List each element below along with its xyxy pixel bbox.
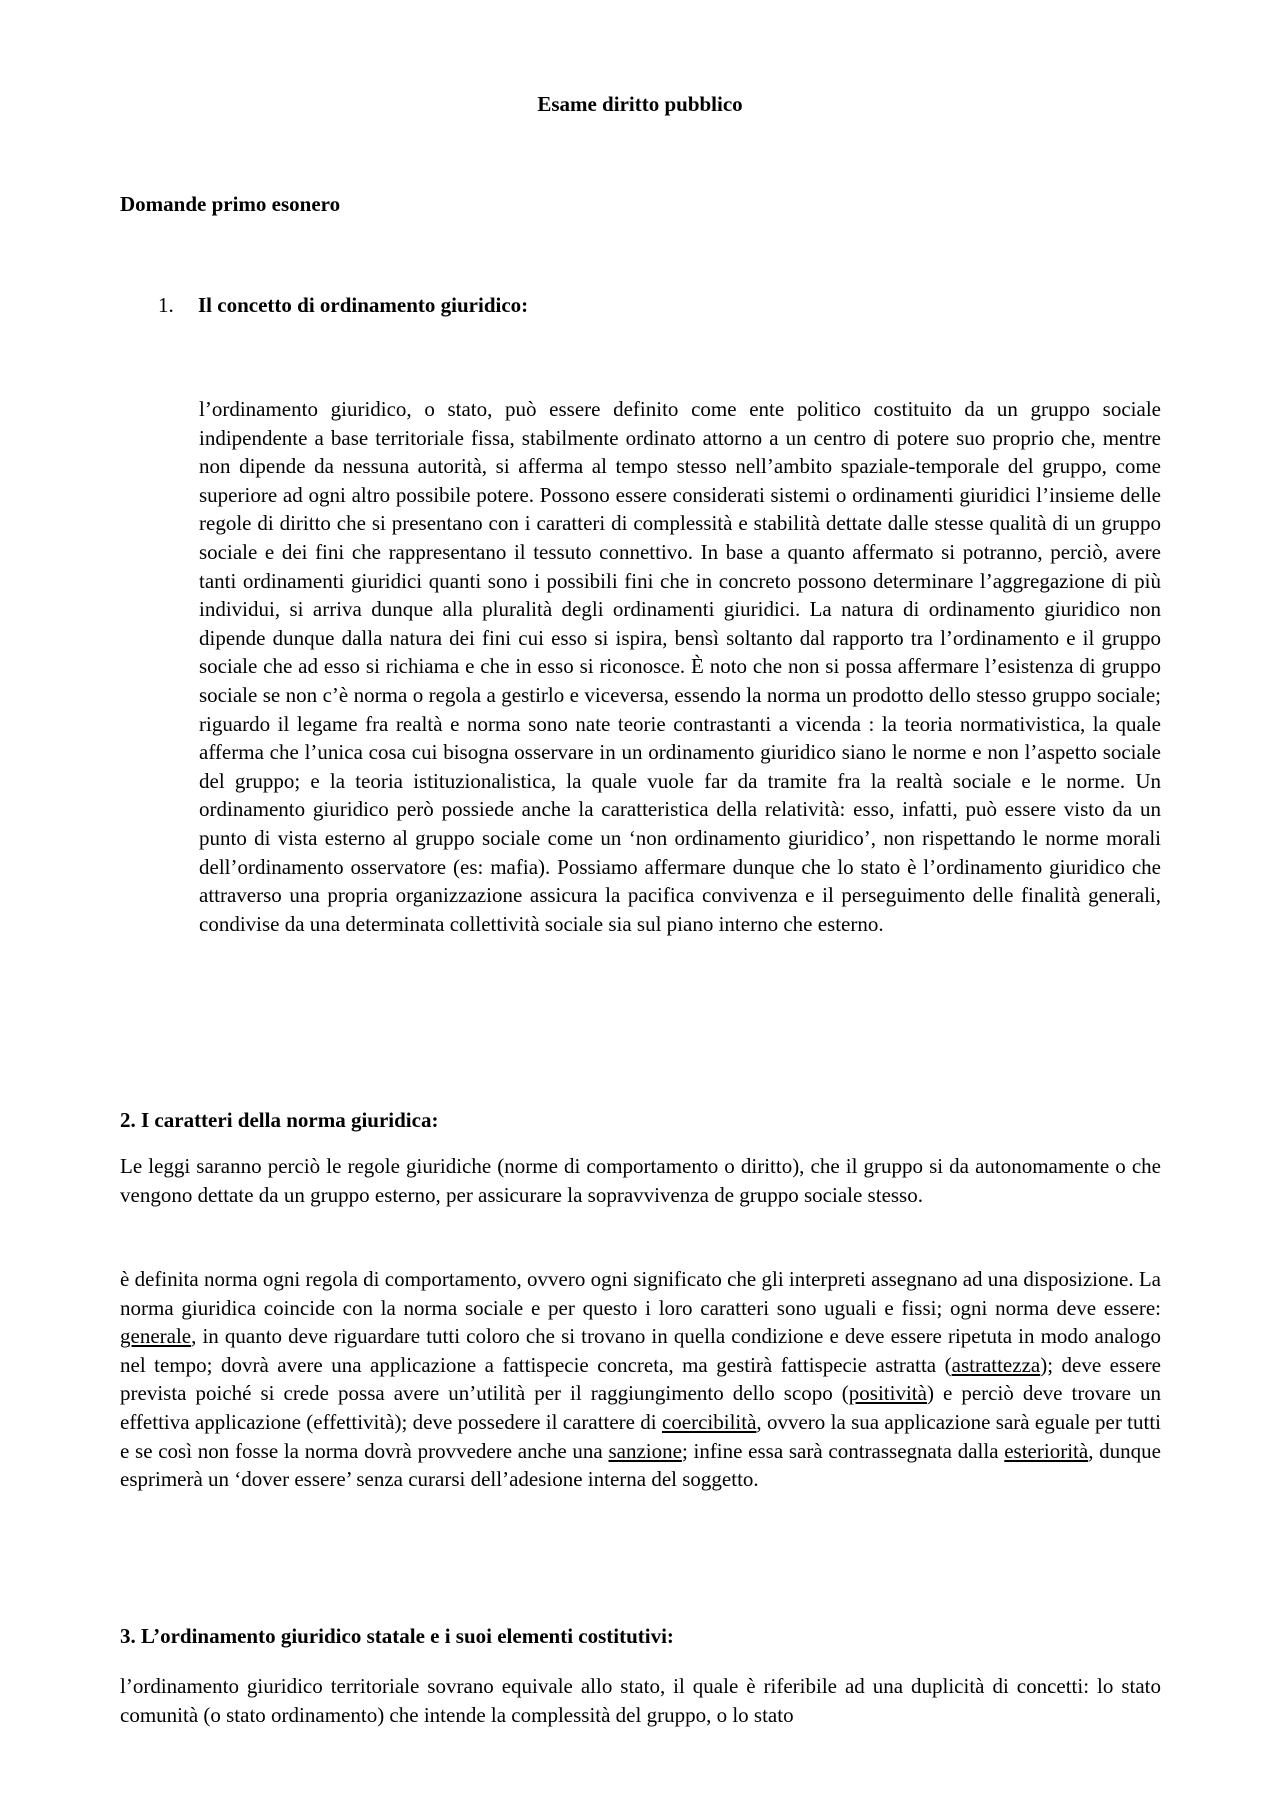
term-esteriorita: esteriorità — [1004, 1438, 1089, 1463]
question-3-paragraph-1: l’ordinamento giuridico territoriale sovrano equivale allo stato, il quale è riferibile ad una duplicità di concetti: lo stato comunità (o stato ordinamento) che intende la complessità del gruppo, o lo stato — [120, 1674, 1161, 1727]
text-run: , in quanto deve riguardare tutti coloro che si trovano in quella condizione e deve essere ripetuta in modo analogo nel tempo; dovrà avere una applicazione a fattispecie concreta, ma gestirà fattispecie astratta ( — [120, 1324, 1161, 1377]
question-1-title: Il concetto di ordinamento giuridico: — [198, 293, 529, 317]
term-positivita: positività — [848, 1381, 927, 1406]
question-1-heading — [158, 291, 528, 320]
term-astrattezza: astrattezza — [951, 1352, 1041, 1377]
term-sanzione: sanzione — [608, 1438, 682, 1463]
question-2-heading: 2. I caratteri della norma giuridica: — [120, 1108, 439, 1132]
question-1-body: l’ordinamento giuridico, o stato, può essere definito come ente politico costituito da un gruppo sociale indipendente a base territoriale fissa, stabilmente ordinato attorno a un centro di potere suo proprio che, mentre non dipende da nessuna autorità, si afferma al tempo stesso nell’ambito spaziale-temporale del gruppo, come superiore ad ogni altro possibile potere. Possono essere considerati sistemi o ordinamenti giuridici l’insieme delle regole di diritto che si presentano con i caratteri di complessità e stabilità dettate dalle stesse qualità di un gruppo sociale e dei fini che rappresentano il tessuto connettivo. In base a quanto affermato si potranno, perciò, avere tanti ordinamenti giuridici quanti sono i possibili fini che in concreto possono determinare l’aggregazione di più individui, si arriva dunque alla pluralità degli ordinamenti giuridici. La natura di ordinamento giuridico non dipende dunque dalla natura dei fini cui esso si ispira, bensì soltanto dal rapporto tra l’ordinamento e il gruppo sociale che ad esso si richiama e che in esso si riconosce. È noto che non si possa affermare l’esistenza di gruppo sociale se non c’è norma o regola a gestirlo e viceversa, essendo la norma un prodotto dello stesso gruppo sociale; riguardo il legame fra realtà e norma sono nate teorie contrastanti a vicenda : la teoria normativistica, la quale afferma che l’unica cosa cui bisogna osservare in un ordinamento giuridico siano le norme e non l’aspetto sociale del gruppo; e la teoria istituzionalistica, la quale vuole far da tramite fra la realtà sociale e le norme. Un ordinamento giuridico però possiede anche la caratteristica della relatività: esso, infatti, può essere visto da un punto di vista esterno al gruppo sociale come un ‘non ordinamento giuridico’, non rispettando le norme morali dell’ordinamento osservatore (es: mafia). Possiamo affermare dunque che lo stato è l’ordinamento giuridico che attraverso una propria organizzazione assicura la pacifica convivenza e il perseguimento delle finalità generali, condivise da una determinata collettività sociale sia sul piano interno che esterno. — [199, 397, 1161, 936]
text-run: ; infine essa sarà contrassegnata dalla — [681, 1438, 1005, 1463]
question-2-paragraph-1: Le leggi saranno perciò le regole giuridiche (norme di comportamento o diritto), che il gruppo si da autonomamente o che vengono dettate da un gruppo esterno, per assicurare la sopravvivenza de gruppo sociale stesso. — [120, 1154, 1161, 1207]
question-3-heading: 3. L’ordinamento giuridico statale e i suoi elementi costitutivi: — [120, 1624, 674, 1648]
term-generale: generale — [120, 1324, 192, 1349]
question-2-paragraph-2 — [120, 1265, 1161, 1494]
text-run: ); deve essere prevista poiché si crede possa avere un’utilità per il raggiungimento dello scopo ( — [120, 1352, 1161, 1406]
list-number: 1. — [158, 293, 174, 317]
text-run: , dunque esprimerà un ‘dover essere’ senza curarsi dell’adesione interna del soggetto. — [120, 1438, 1161, 1492]
term-coercibilita: coercibilità — [661, 1409, 757, 1434]
text-run: è definita norma ogni regola di comportamento, ovvero ogni significato che gli interpreti assegnano ad una disposizione. La norma giuridica coincide con la norma sociale e per questo i loro caratteri sono uguali e fissi; ogni norma deve essere: — [120, 1267, 1161, 1320]
document-title: Esame diritto pubblico — [537, 92, 743, 116]
text-run: , ovvero la sua applicazione sarà eguale per tutti e se così non fosse la norma dovrà provvedere anche una — [120, 1409, 1162, 1463]
text-run: ) e perciò deve trovare un effettiva applicazione (effettività); deve possedere il carattere di — [120, 1381, 1161, 1434]
section-heading: Domande primo esonero — [120, 192, 341, 216]
